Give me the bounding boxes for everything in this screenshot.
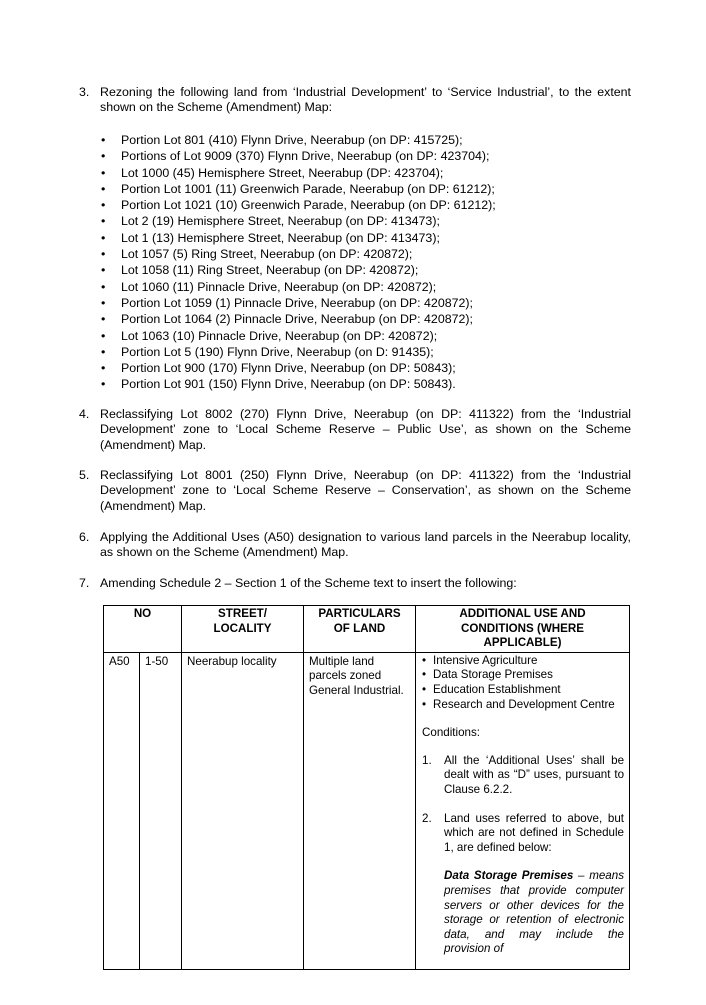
cell-range: 1-50 bbox=[140, 652, 182, 969]
condition-number: 2. bbox=[422, 811, 432, 825]
list-item-6 bbox=[79, 530, 631, 561]
header-additional-use bbox=[416, 606, 630, 653]
definition-text: – means premises that provide computer servers or other devices for the storage or retention of electronic data, and may include the provision of bbox=[444, 869, 625, 956]
item-number: 6. bbox=[79, 530, 90, 544]
lot-item: • Portion Lot 1001 (11) Greenwich Parade, Neerabup (on DP: 61212); bbox=[101, 182, 621, 198]
item-text: Applying the Additional Uses (A50) designation to various land parcels in the Neerabup locality, as shown on the Scheme (Amendment) Map. bbox=[100, 530, 631, 560]
uses-list bbox=[422, 654, 624, 712]
lot-item: • Lot 1060 (11) Pinnacle Drive, Neerabup (on DP: 420872); bbox=[101, 280, 621, 296]
header-no: NO bbox=[104, 606, 182, 653]
table-header-row bbox=[104, 606, 630, 653]
schedule-table bbox=[103, 605, 630, 970]
header-street bbox=[182, 606, 304, 653]
cell-particulars: Multiple land parcels zoned General Industrial. bbox=[304, 652, 416, 969]
header-additional-line: CONDITIONS (WHERE bbox=[461, 621, 585, 635]
lot-item: • Lot 1 (13) Hemisphere Street, Neerabup (on DP: 413473); bbox=[101, 231, 621, 247]
use-item: • Research and Development Centre bbox=[422, 698, 624, 713]
condition-text: All the ‘Additional Uses’ shall be dealt with as “D” uses, pursuant to Clause 6.2.2. bbox=[444, 753, 625, 796]
item-text: Amending Schedule 2 – Section 1 of the Scheme text to insert the following: bbox=[100, 576, 517, 590]
list-item-4 bbox=[79, 407, 631, 453]
item-text: Reclassifying Lot 8001 (250) Flynn Drive, Neerabup (on DP: 411322) from the ‘Industrial Development’ zone to ‘Local Scheme Reserve – Conservation’, as shown on the Scheme (Amendment) Map. bbox=[100, 468, 631, 513]
lot-item: • Portions of Lot 9009 (370) Flynn Drive, Neerabup (on DP: 423704); bbox=[101, 149, 621, 165]
lot-item: • Portion Lot 1064 (2) Pinnacle Drive, Neerabup (on DP: 420872); bbox=[101, 312, 621, 328]
header-particulars bbox=[304, 606, 416, 653]
lot-item: • Lot 1000 (45) Hemisphere Street, Neerabup (DP: 423704); bbox=[101, 166, 621, 182]
item-text: Rezoning the following land from ‘Industrial Development’ to ‘Service Industrial’, to the extent shown on the Scheme (Amendment) Map: bbox=[100, 85, 631, 115]
header-street-line: STREET/ bbox=[218, 607, 267, 620]
lot-item: • Portion Lot 801 (410) Flynn Drive, Neerabup (on DP: 415725); bbox=[101, 133, 621, 149]
item-number: 4. bbox=[79, 407, 90, 421]
lot-item: • Portion Lot 1059 (1) Pinnacle Drive, Neerabup (on DP: 420872); bbox=[101, 296, 621, 312]
lot-item: • Lot 2 (19) Hemisphere Street, Neerabup (on DP: 413473); bbox=[101, 214, 621, 230]
list-item-7 bbox=[79, 576, 631, 591]
lot-item: • Lot 1063 (10) Pinnacle Drive, Neerabup (on DP: 420872); bbox=[101, 329, 621, 345]
conditions-heading: Conditions: bbox=[422, 726, 481, 740]
definition bbox=[444, 869, 624, 957]
use-item: • Data Storage Premises bbox=[422, 668, 624, 683]
item-number: 7. bbox=[79, 576, 90, 590]
header-particulars-line: PARTICULARS bbox=[318, 607, 401, 620]
item-number: 5. bbox=[79, 468, 90, 482]
condition-item bbox=[422, 754, 624, 798]
lot-item: • Portion Lot 5 (190) Flynn Drive, Neerabup (on D: 91435); bbox=[101, 345, 621, 361]
item-number: 3. bbox=[79, 85, 90, 99]
condition-text: Land uses referred to above, but which are not defined in Schedule 1, are defined below: bbox=[444, 811, 625, 854]
header-particulars-line: OF LAND bbox=[333, 621, 386, 635]
use-item: • Intensive Agriculture bbox=[422, 654, 624, 669]
cell-code: A50 bbox=[104, 652, 140, 969]
lot-item: • Portion Lot 1021 (10) Greenwich Parade, Neerabup (on DP: 61212); bbox=[101, 198, 621, 214]
use-item: • Education Establishment bbox=[422, 683, 624, 698]
condition-item bbox=[422, 812, 624, 856]
condition-number: 1. bbox=[422, 753, 432, 767]
lot-item: • Lot 1058 (11) Ring Street, Neerabup (on DP: 420872); bbox=[101, 263, 621, 279]
lot-item: • Portion Lot 900 (170) Flynn Drive, Neerabup (on DP: 50843); bbox=[101, 361, 621, 377]
header-street-line: LOCALITY bbox=[213, 621, 272, 635]
header-additional-line: APPLICABLE) bbox=[483, 636, 562, 650]
table-row bbox=[104, 652, 630, 969]
definition-term: Data Storage Premises bbox=[444, 869, 574, 883]
cell-additional-use bbox=[416, 652, 630, 969]
lot-item: • Lot 1057 (5) Ring Street, Neerabup (on DP: 420872); bbox=[101, 247, 621, 263]
list-item-3 bbox=[79, 85, 631, 116]
item-text: Reclassifying Lot 8002 (270) Flynn Drive, Neerabup (on DP: 411322) from the ‘Industrial Development’ zone to ‘Local Scheme Reserve – Public Use’, as shown on the Scheme (Amendment) Map. bbox=[100, 407, 631, 452]
cell-locality: Neerabup locality bbox=[182, 652, 304, 969]
lot-item: • Portion Lot 901 (150) Flynn Drive, Neerabup (on DP: 50843). bbox=[101, 377, 621, 393]
list-item-5 bbox=[79, 468, 631, 514]
lot-list bbox=[101, 133, 621, 394]
header-additional-line: ADDITIONAL USE AND bbox=[459, 607, 586, 620]
conditions-list bbox=[422, 754, 624, 856]
